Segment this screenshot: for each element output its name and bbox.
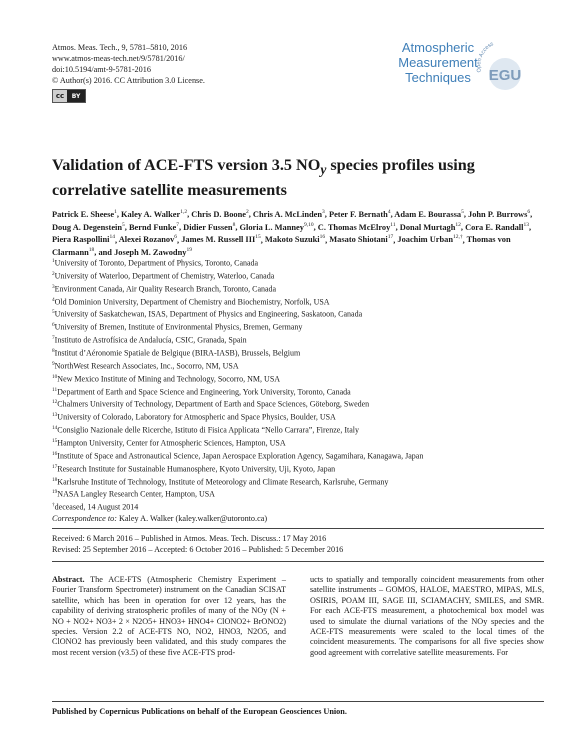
affiliation-item <box>52 346 552 359</box>
paper-title <box>52 155 522 200</box>
dates-line-1: Received: 6 March 2016 – Published in Atmos. Meas. Tech. Discuss.: 17 May 2016 <box>52 534 327 543</box>
affiliation-text: Department of Earth and Space Science and Engineering, York University, Toronto, Canada <box>57 387 351 397</box>
author <box>52 223 125 232</box>
affiliation-item <box>52 462 552 475</box>
affiliation-text: University of Saskatchewan, ISAS, Department of Physics and Engineering, Saskatoon, Canada <box>54 310 363 320</box>
affiliation-item <box>52 436 552 449</box>
author-affiliation-number: 13 <box>523 221 529 228</box>
author-affiliation-number: 16 <box>319 234 326 241</box>
affiliation-text: deceased, 14 August 2014 <box>54 502 139 512</box>
affiliation-number: 10 <box>52 373 58 380</box>
author <box>191 210 248 219</box>
author <box>394 210 464 219</box>
copyright-notice: © Author(s) 2016. CC Attribution 3.0 License. <box>52 76 205 85</box>
title-part-a: Validation of ACE-FTS version 3.5 NO <box>52 156 321 174</box>
correspondence-value[interactable]: Kaley A. Walker (kaley.walker@utoronto.ca) <box>119 514 268 523</box>
journal-name-line2: Measurement <box>398 55 478 70</box>
author-affiliation-number: 12 <box>455 221 461 228</box>
author-affiliation-number: 14 <box>109 234 115 241</box>
affiliation-text: Research Institute for Sustainable Humanosphere, Kyoto University, Uji, Kyoto, Japan <box>57 464 336 474</box>
affiliation-list <box>52 256 552 513</box>
author-affiliation-number: 9,10 <box>303 221 314 228</box>
affiliation-text: Institute of Space and Astronautical Science, Japan Aerospace Exploration Agency, Sagamihara, Kanagawa, Japan <box>57 451 424 461</box>
abstract-text-left: The ACE-FTS (Atmospheric Chemistry Experiment – Fourier Transform Spectrometer) instrument on the Canadian SCISAT satellite, which has been in operation for over 12 years, has the capability of deriving stratospheric profiles of many of the NOy (N + NO + NO2+ NO3+ 2 × N2O5+ HNO3+ HNO4+ ClONO2+ BrONO2) species. Version 2.2 of ACE-FTS NO, NO2, HNO3, N2O5, and ClONO2 has previously been validated, and this study compares the most recent version (v3.5) of these five ACE-FTS prod- <box>52 575 286 657</box>
abstract-label: Abstract. <box>52 575 85 584</box>
affiliation-number: 8 <box>52 348 55 355</box>
affiliation-number: 17 <box>52 463 58 470</box>
author-affiliation-number: 12,† <box>452 234 463 241</box>
author-affiliation-number: 1 <box>114 209 117 215</box>
author-affiliation-number: 1,2 <box>180 209 188 215</box>
affiliation-item <box>52 256 552 269</box>
author-affiliation-number: 11 <box>390 221 396 228</box>
author <box>465 223 529 232</box>
author <box>318 223 396 232</box>
author-affiliation-number: 6 <box>527 209 531 215</box>
by-icon: BY <box>67 90 85 102</box>
affiliation-number: 12 <box>52 399 58 406</box>
author-affiliation-number: 2 <box>245 209 249 215</box>
affiliation-item <box>52 320 552 333</box>
journal-citation: Atmos. Meas. Tech., 9, 5781–5810, 2016 <box>52 43 188 52</box>
author-affiliation-number: 8 <box>232 221 236 228</box>
author <box>52 210 117 219</box>
correspondence-label: Correspondence to: <box>52 514 117 523</box>
abstract-column-right <box>310 575 544 658</box>
egu-logo-text: EGU <box>488 67 522 84</box>
author-affiliation-number: 3 <box>322 209 325 215</box>
author-name: Doug A. Degenstein <box>52 222 123 232</box>
author-affiliation-number: 7 <box>176 221 179 228</box>
author <box>181 235 260 244</box>
author-affiliation-number: 6 <box>174 234 178 241</box>
affiliation-text: University of Toronto, Department of Physics, Toronto, Canada <box>54 258 259 268</box>
affiliation-item <box>52 359 552 372</box>
affiliation-text: Environment Canada, Air Quality Research Branch, Toronto, Canada <box>54 284 277 294</box>
article-url[interactable]: www.atmos-meas-tech.net/9/5781/2016/ <box>52 54 185 63</box>
author-name: Chris D. Boone <box>191 209 246 219</box>
author-name: Masato Shiotani <box>329 235 388 245</box>
author <box>468 210 530 219</box>
affiliation-text: Instituto de Astrofísica de Andalucía, CSIC, Granada, Spain <box>54 335 247 345</box>
affiliation-text: NorthWest Research Associates, Inc., Socorro, NM, USA <box>54 361 239 371</box>
author <box>129 223 179 232</box>
dates-line-2: Revised: 25 September 2016 – Accepted: 6 October 2016 – Published: 5 December 2016 <box>52 545 344 554</box>
affiliation-text: Chalmers University of Technology, Department of Earth and Space Sciences, Göteborg, Sweden <box>57 400 370 410</box>
author-name: Adam E. Bourassa <box>394 209 462 219</box>
divider-bottom <box>52 561 544 562</box>
author-affiliation-number: 5 <box>122 221 125 228</box>
author-name: Gloria L. Manney <box>239 222 304 232</box>
title-part-b: species profiles using <box>326 156 475 174</box>
author-affiliation-number: 18 <box>88 247 95 254</box>
affiliation-number: † <box>52 502 55 509</box>
author-name: Piera Raspollini <box>52 235 110 245</box>
affiliation-number: 19 <box>52 489 58 496</box>
author <box>52 235 115 244</box>
affiliation-number: 14 <box>52 425 58 432</box>
publication-dates <box>52 533 343 555</box>
affiliation-item <box>52 372 552 385</box>
author-name: Donal Murtagh <box>399 222 456 232</box>
divider-top <box>52 528 544 529</box>
affiliation-item <box>52 385 552 398</box>
author-affiliation-number: 15 <box>255 234 261 241</box>
title-part-c: correlative satellite measurements <box>52 181 287 200</box>
author-name: Kaley A. Walker <box>121 209 181 219</box>
author-name: Cora E. Randall <box>465 222 524 232</box>
affiliation-text: University of Bremen, Institute of Environmental Physics, Bremen, Germany <box>54 322 303 332</box>
author-name: Didier Fussen <box>183 222 233 232</box>
author-name: Patrick E. Sheese <box>52 209 115 219</box>
author <box>253 210 325 219</box>
author-name: Joachim Urban <box>397 235 453 245</box>
doi[interactable]: doi:10.5194/amt-9-5781-2016 <box>52 65 151 74</box>
journal-name-line1: Atmospheric <box>401 40 475 55</box>
citation-block <box>52 42 205 103</box>
affiliation-text: Institut d’Aéronomie Spatiale de Belgique (BIRA-IASB), Brussels, Belgium <box>54 348 301 358</box>
author <box>265 235 325 244</box>
author <box>329 235 393 244</box>
author-affiliation-number: 5 <box>461 209 464 215</box>
publisher-footer: Published by Copernicus Publications on behalf of the European Geosciences Union. <box>52 707 347 716</box>
abstract-column-left <box>52 575 286 658</box>
affiliation-text: Old Dominion University, Department of Chemistry and Biochemistry, Norfolk, USA <box>54 297 330 307</box>
affiliation-number: 5 <box>52 309 55 316</box>
affiliation-number: 4 <box>52 296 55 303</box>
author-name: James M. Russell III <box>181 235 256 245</box>
author-name: C. Thomas McElroy <box>317 222 391 232</box>
affiliation-item <box>52 282 552 295</box>
affiliation-number: 1 <box>52 258 55 264</box>
affiliation-number: 2 <box>52 270 55 277</box>
egu-open-access-logo <box>472 36 538 102</box>
affiliation-item <box>52 423 552 436</box>
divider-footer <box>52 701 544 702</box>
affiliation-number: 9 <box>52 360 55 367</box>
author-name: Bernd Funke <box>128 222 177 232</box>
journal-name-line3: Techniques <box>405 70 471 85</box>
author <box>397 235 462 244</box>
affiliation-item <box>52 410 552 423</box>
author <box>240 223 314 232</box>
cc-icon: cc <box>53 90 67 102</box>
author-name: Alexei Rozanov <box>118 235 175 245</box>
open-access-label: Open Access <box>476 41 495 73</box>
author-name: John P. Burrows <box>468 209 528 219</box>
author-affiliation-number: 17 <box>387 234 394 241</box>
affiliation-item <box>52 500 552 513</box>
affiliation-item <box>52 449 552 462</box>
cc-license-badge[interactable] <box>52 89 86 103</box>
correspondence <box>52 514 267 523</box>
author <box>121 210 187 219</box>
author-name: Makoto Suzuki <box>264 235 320 245</box>
author <box>400 223 461 232</box>
affiliation-item <box>52 307 552 320</box>
affiliation-item <box>52 397 552 410</box>
affiliation-text: University of Colorado, Laboratory for Atmospheric and Space Physics, Boulder, USA <box>57 412 336 422</box>
affiliation-number: 7 <box>52 335 55 342</box>
author-list: Patrick E. Sheese$^1$, Kaley A. Walker$^{1,2}$, Chris D. Boone$^2$, Chris A. McLinden$^3$, Peter F. Bernath$^4$, Adam E. Bourassa$^5$, John P. Burrows$^6$, Doug A. Degenstein$^5$, Bernd Funke$^7$, Didier Fussen$^8$, Gloria L. Manney$^{9,10}$, C. Thomas McElroy$^{11}$, Donal Murtagh$^{12}$, Cora E. Randall$^{13}$, Piera Raspollini$^{14}$, Alexei Rozanov$^6$, James M. Russell III$^{15}$, Makoto Suzuki$^{16}$, Masato Shiotani$^{17}$, Joachim Urban$^{12,\dagger}$, Thomas von Clarmann$^{18}$, and Joseph M. Zawodny$^{19}$ <box>52 209 533 258</box>
abstract-text-right: ucts to spatially and temporally coincident measurements from other satellite instruments – GOMOS, HALOE, MAESTRO, MIPAS, MLS, OSIRIS, POAM III, SAGE III, SCIAMACHY, SMILES, and SMR. For each ACE-FTS measurement, a photochemical box model was used to simulate the diurnal variations of the NOy species and the ACE-FTS measurements were scaled to the local times of the coincident measurements. The comparisons for all five species show good agreement with correlative satellite measurements. For <box>310 575 544 657</box>
affiliation-text: Hampton University, Center for Atmospheric Sciences, Hampton, USA <box>57 438 286 448</box>
author-name: Peter F. Bernath <box>328 209 388 219</box>
author <box>329 210 391 219</box>
affiliation-number: 13 <box>52 412 58 419</box>
author-name: Chris A. McLinden <box>252 209 323 219</box>
affiliation-text: New Mexico Institute of Mining and Technology, Socorro, NM, USA <box>57 374 281 384</box>
affiliation-item <box>52 475 552 488</box>
affiliation-number: 11 <box>52 386 58 393</box>
affiliation-number: 18 <box>52 476 58 483</box>
affiliation-text: NASA Langley Research Center, Hampton, USA <box>57 490 215 500</box>
affiliation-number: 3 <box>52 283 55 290</box>
affiliation-number: 6 <box>52 322 55 329</box>
author <box>119 235 177 244</box>
affiliation-item <box>52 295 552 308</box>
title-subscript: y <box>320 162 327 178</box>
author-name: Joseph M. Zawodny <box>114 248 187 258</box>
author-affiliation-number: 19 <box>186 247 192 254</box>
author-affiliation-number: 4 <box>387 209 391 215</box>
author <box>183 223 235 232</box>
affiliation-item <box>52 269 552 282</box>
affiliation-text: Consiglio Nazionale delle Ricerche, Istituto di Fisica Applicata “Nello Carrara”, Firenze, Italy <box>57 425 359 435</box>
affiliation-number: 15 <box>52 438 58 445</box>
affiliation-text: University of Waterloo, Department of Chemistry, Waterloo, Canada <box>54 271 275 281</box>
affiliation-text: Karlsruhe Institute of Technology, Institute of Meteorology and Climate Research, Karlsruhe, Germany <box>57 477 389 487</box>
author-name: Thomas von Clarmann <box>52 235 511 258</box>
affiliation-number: 16 <box>52 450 58 457</box>
affiliation-item <box>52 333 552 346</box>
affiliation-item <box>52 487 552 500</box>
